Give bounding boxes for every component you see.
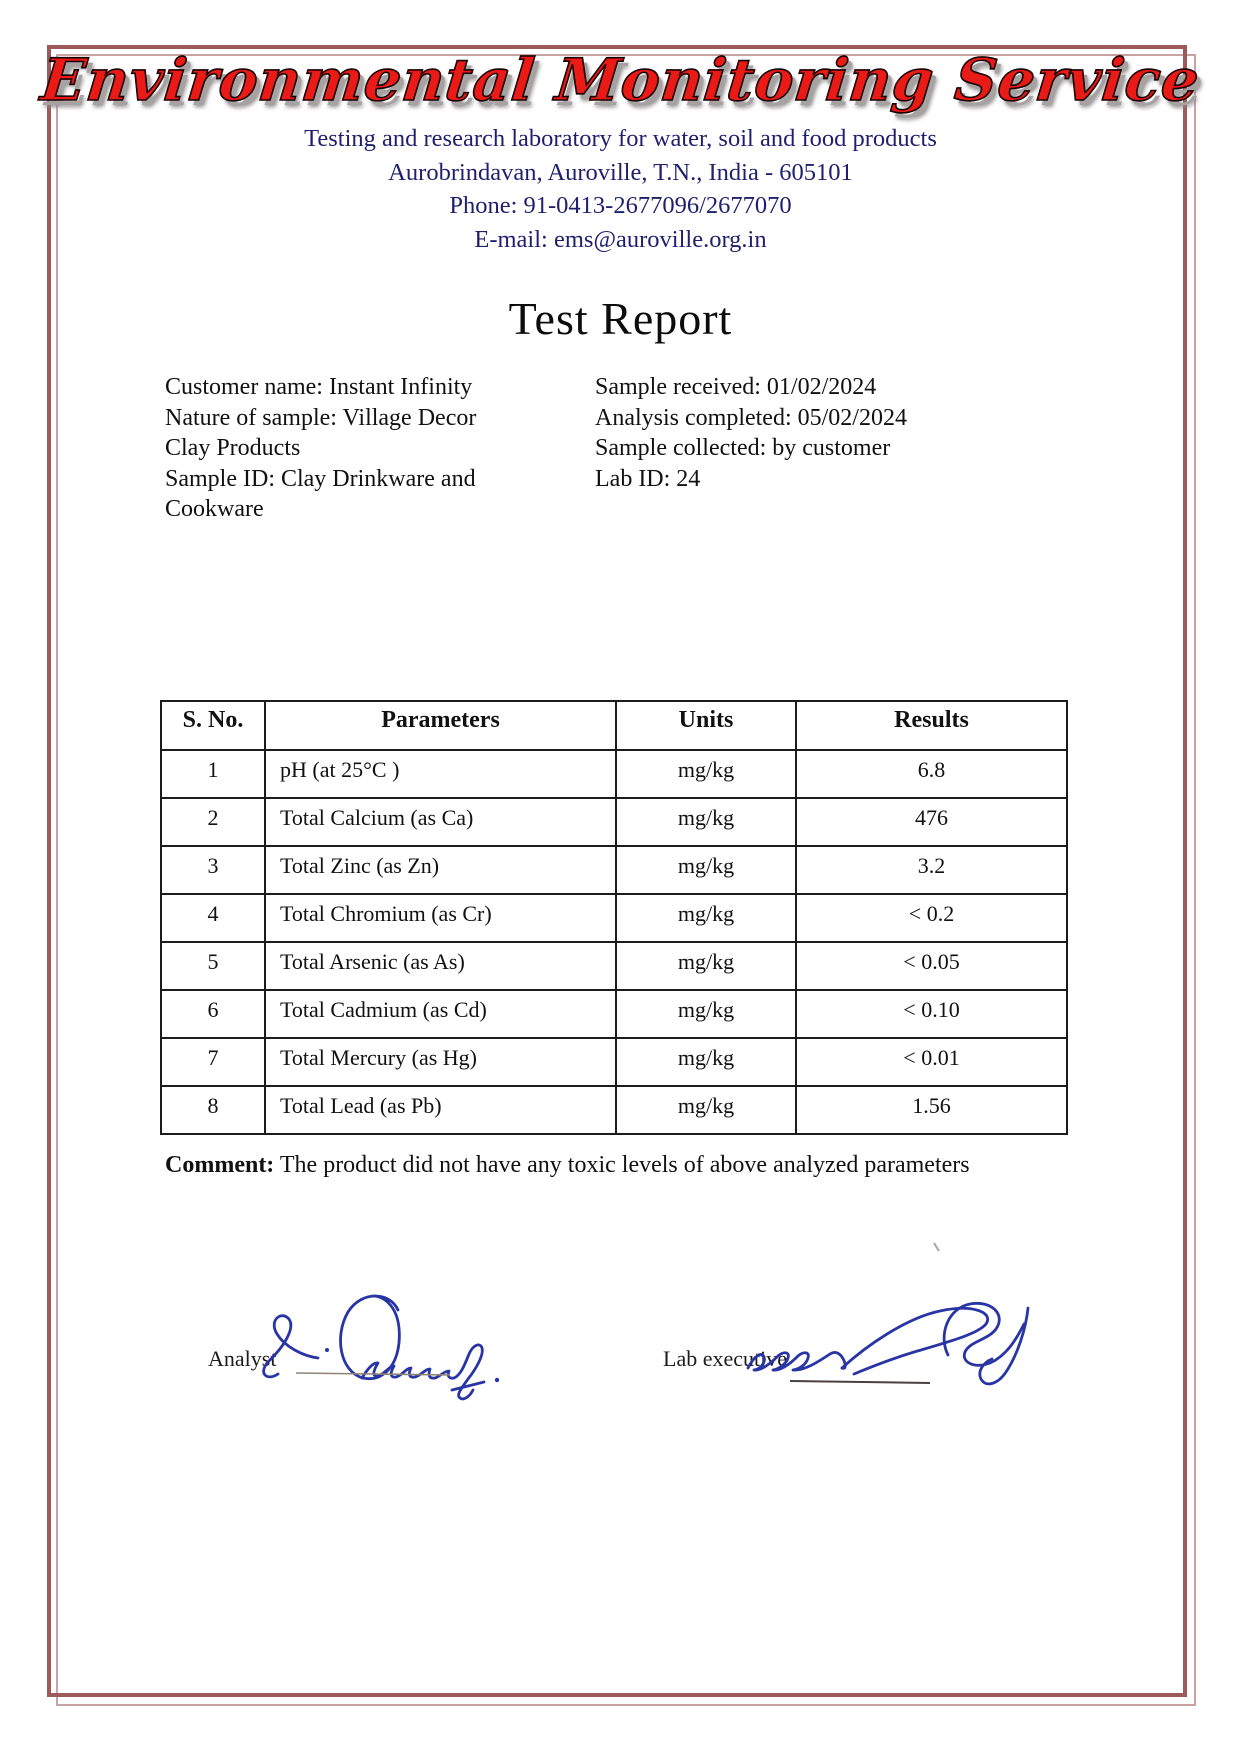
- table-header-row: [161, 701, 1067, 750]
- table-row: [161, 894, 1067, 942]
- cell-results: 6.8: [796, 750, 1067, 798]
- cell-units: mg/kg: [616, 798, 796, 846]
- header-sno: S. No.: [161, 701, 265, 750]
- letterhead-block: [0, 122, 1241, 256]
- info-left-column: [165, 372, 525, 525]
- table-row: [161, 1086, 1067, 1134]
- cell-units: mg/kg: [616, 894, 796, 942]
- cell-units: mg/kg: [616, 942, 796, 990]
- table-body: [161, 750, 1067, 1134]
- nature-of-sample: Nature of sample: Village Decor Clay Products: [165, 404, 477, 461]
- cell-sno: 8: [161, 1086, 265, 1134]
- cell-results: < 0.01: [796, 1038, 1067, 1086]
- header-results: Results: [796, 701, 1067, 750]
- report-title: Test Report: [508, 293, 733, 344]
- comment-label: Comment:: [165, 1152, 275, 1178]
- cell-parameter: Total Calcium (as Ca): [265, 798, 616, 846]
- org-email: E-mail: ems@auroville.org.in: [474, 225, 767, 253]
- sample-received: Sample received: 01/02/2024: [595, 374, 877, 400]
- cell-parameter: Total Mercury (as Hg): [265, 1038, 616, 1086]
- table-row: [161, 942, 1067, 990]
- cell-sno: 2: [161, 798, 265, 846]
- lab-id: Lab ID: 24: [595, 465, 701, 492]
- table-row: [161, 1038, 1067, 1086]
- header-parameters: Parameters: [265, 701, 616, 750]
- cell-parameter: pH (at 25°C ): [265, 750, 616, 798]
- cell-sno: 4: [161, 894, 265, 942]
- info-right-column: [595, 372, 1045, 494]
- cell-sno: 3: [161, 846, 265, 894]
- cell-parameter: Total Cadmium (as Cd): [265, 990, 616, 1038]
- cell-parameter: Total Arsenic (as As): [265, 942, 616, 990]
- sample-id: Sample ID: Clay Drinkware and Cookware: [165, 465, 476, 522]
- cell-results: 1.56: [796, 1086, 1067, 1134]
- cell-parameter: Total Zinc (as Zn): [265, 846, 616, 894]
- org-phone: Phone: 91-0413-2677096/2677070: [449, 192, 792, 219]
- cell-sno: 7: [161, 1038, 265, 1086]
- results-table: [160, 700, 1068, 1135]
- org-address: Aurobrindavan, Auroville, T.N., India - 605101: [388, 158, 853, 186]
- cell-sno: 5: [161, 942, 265, 990]
- comment-text: The product did not have any toxic levels of above analyzed parameters: [274, 1152, 970, 1178]
- comment-line: [165, 1150, 1115, 1180]
- cell-units: mg/kg: [616, 846, 796, 894]
- analyst-label: Analyst: [208, 1346, 277, 1371]
- cell-results: 3.2: [796, 846, 1067, 894]
- cell-units: mg/kg: [616, 990, 796, 1038]
- table-row: [161, 750, 1067, 798]
- table-row: [161, 990, 1067, 1038]
- cell-results: < 0.2: [796, 894, 1067, 942]
- table-row: [161, 846, 1067, 894]
- lab-executive-label: Lab executive: [663, 1346, 787, 1371]
- cell-parameter: Total Lead (as Pb): [265, 1086, 616, 1134]
- cell-results: < 0.10: [796, 990, 1067, 1038]
- cell-parameter: Total Chromium (as Cr): [265, 894, 616, 942]
- cell-sno: 1: [161, 750, 265, 798]
- analysis-completed: Analysis completed: 05/02/2024: [595, 404, 907, 431]
- cell-units: mg/kg: [616, 1038, 796, 1086]
- sample-collected: Sample collected: by customer: [595, 435, 891, 461]
- cell-results: < 0.05: [796, 942, 1067, 990]
- cell-results: 476: [796, 798, 1067, 846]
- header-units: Units: [616, 701, 796, 750]
- cell-sno: 6: [161, 990, 265, 1038]
- table-row: [161, 798, 1067, 846]
- org-tagline: Testing and research laboratory for water, soil and food products: [304, 125, 937, 152]
- org-name: Environmental Monitoring Service: [37, 46, 1204, 114]
- customer-name: Customer name: Instant Infinity: [165, 374, 473, 400]
- cell-units: mg/kg: [616, 750, 796, 798]
- cell-units: mg/kg: [616, 1086, 796, 1134]
